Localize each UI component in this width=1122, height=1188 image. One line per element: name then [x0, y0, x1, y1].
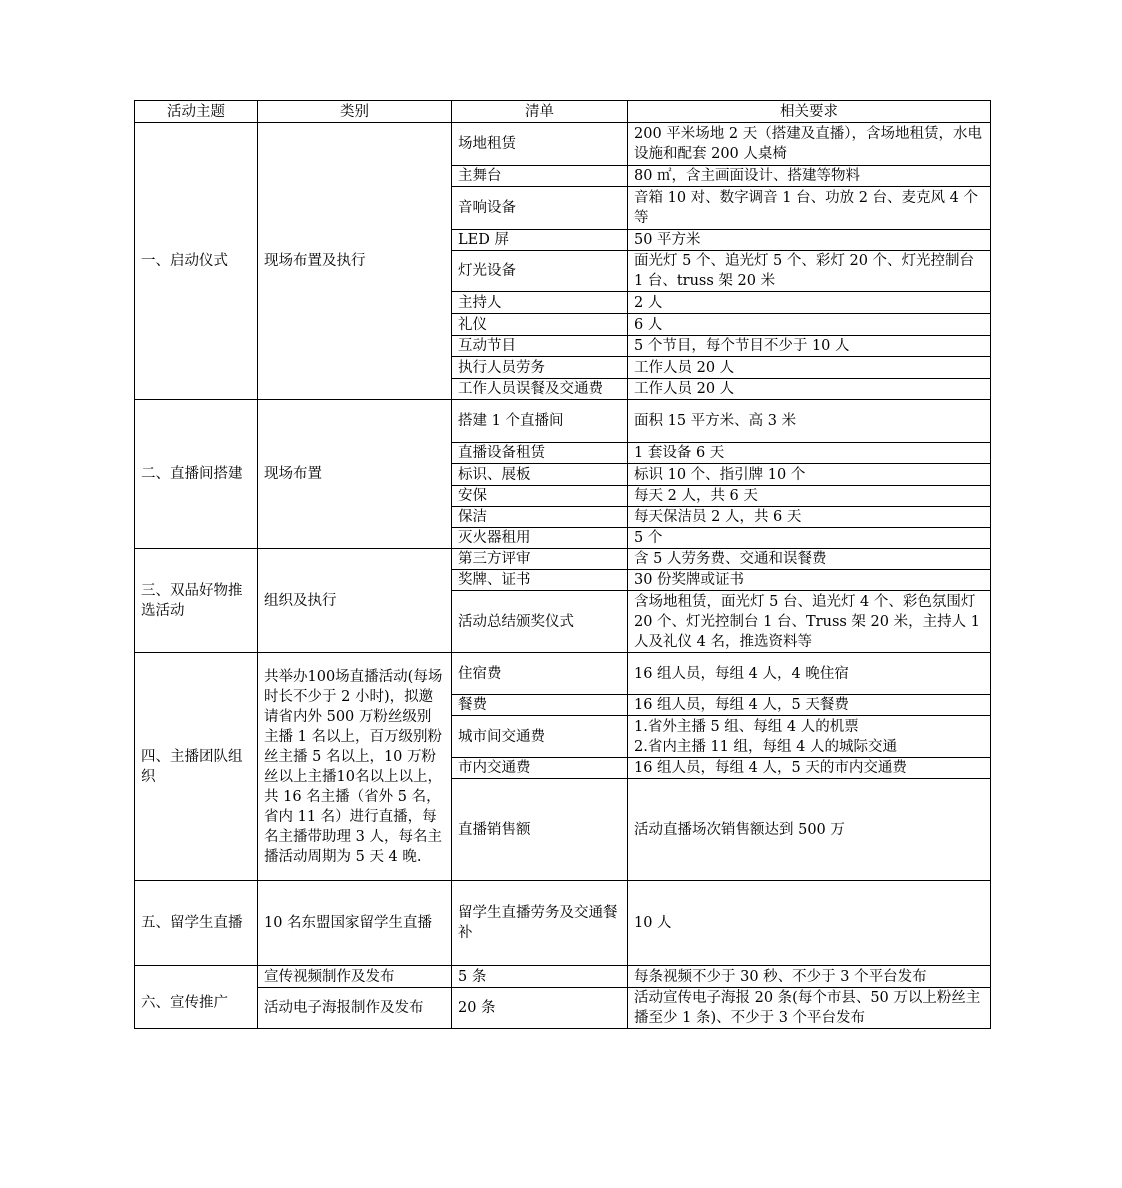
table-row	[135, 653, 991, 695]
section-theme: 六、宣传推广	[135, 966, 258, 1029]
item-name: 奖牌、证书	[452, 570, 628, 591]
item-name: 5 条	[452, 966, 628, 988]
item-requirement: 50 平方米	[628, 230, 991, 251]
item-name: 工作人员误餐及交通费	[452, 379, 628, 400]
item-name: 市内交通费	[452, 758, 628, 779]
header-list: 清单	[452, 101, 628, 123]
section-category: 现场布置及执行	[258, 123, 452, 400]
item-requirement: 活动直播场次销售额达到 500 万	[628, 779, 991, 881]
item-requirement: 工作人员 20 人	[628, 357, 991, 379]
item-requirement: 活动宣传电子海报 20 条(每个市县、50 万以上粉丝主播至少 1 条)、不少于 3 个平台发布	[628, 988, 991, 1029]
item-name: 搭建 1 个直播间	[452, 400, 628, 443]
item-name: 互动节目	[452, 336, 628, 357]
item-name: 灭火器租用	[452, 528, 628, 549]
item-requirement: 每条视频不少于 30 秒、不少于 3 个平台发布	[628, 966, 991, 988]
item-requirement: 面积 15 平方米、高 3 米	[628, 400, 991, 443]
item-requirement: 16 组人员，每组 4 人，5 天的市内交通费	[628, 758, 991, 779]
item-requirement: 1 套设备 6 天	[628, 443, 991, 464]
item-requirement: 标识 10 个、指引牌 10 个	[628, 464, 991, 486]
section-theme: 二、直播间搭建	[135, 400, 258, 549]
table-header-row	[135, 101, 991, 123]
item-name: 主舞台	[452, 166, 628, 187]
item-name: 礼仪	[452, 314, 628, 336]
section-category: 共举办100场直播活动(每场时长不少于 2 小时)，拟邀请省内外 500 万粉丝级别主播 1 名以上，百万级别粉丝主播 5 名以上，10 万粉丝以上主播10名以上以上，共 16 名主播（省外 5 名，省内 11 名）进行直播，每名主播带助理 3 人，每名主播活动周期为 5 天 4 晚.	[258, 653, 452, 881]
item-requirement: 1.省外主播 5 组、每组 4 人的机票 2.省内主播 11 组，每组 4 人的城际交通	[628, 716, 991, 758]
table-row	[135, 549, 991, 570]
item-name: 保洁	[452, 507, 628, 528]
item-requirement: 5 个	[628, 528, 991, 549]
table-row	[135, 966, 991, 988]
item-requirement: 16 组人员，每组 4 人，5 天餐费	[628, 695, 991, 716]
table-row	[135, 400, 991, 443]
section-category: 宣传视频制作及发布	[258, 966, 452, 988]
item-name: 音响设备	[452, 187, 628, 230]
item-name: 活动总结颁奖仪式	[452, 591, 628, 653]
table-row	[135, 881, 991, 966]
item-name: 标识、展板	[452, 464, 628, 486]
item-name: 安保	[452, 486, 628, 507]
budget-table	[134, 100, 991, 1029]
item-name: 住宿费	[452, 653, 628, 695]
section-category: 10 名东盟国家留学生直播	[258, 881, 452, 966]
item-requirement: 5 个节目，每个节目不少于 10 人	[628, 336, 991, 357]
item-requirement: 2 人	[628, 292, 991, 314]
item-requirement: 含 5 人劳务费、交通和误餐费	[628, 549, 991, 570]
item-requirement: 80 ㎡，含主画面设计、搭建等物料	[628, 166, 991, 187]
item-name: 城市间交通费	[452, 716, 628, 758]
item-requirement: 16 组人员，每组 4 人，4 晚住宿	[628, 653, 991, 695]
item-name: 执行人员劳务	[452, 357, 628, 379]
item-requirement: 音箱 10 对、数字调音 1 台、功放 2 台、麦克风 4 个等	[628, 187, 991, 230]
item-name: 主持人	[452, 292, 628, 314]
section-theme: 三、双品好物推选活动	[135, 549, 258, 653]
item-name: 直播设备租赁	[452, 443, 628, 464]
section-category: 活动电子海报制作及发布	[258, 988, 452, 1029]
section-theme: 五、留学生直播	[135, 881, 258, 966]
table-row	[135, 123, 991, 166]
header-theme: 活动主题	[135, 101, 258, 123]
item-name: 餐费	[452, 695, 628, 716]
section-category: 现场布置	[258, 400, 452, 549]
header-requirements: 相关要求	[628, 101, 991, 123]
item-name: LED 屏	[452, 230, 628, 251]
header-category: 类别	[258, 101, 452, 123]
item-requirement: 6 人	[628, 314, 991, 336]
table-row	[135, 988, 991, 1029]
item-name: 留学生直播劳务及交通餐补	[452, 881, 628, 966]
item-name: 第三方评审	[452, 549, 628, 570]
item-requirement: 200 平米场地 2 天（搭建及直播），含场地租赁，水电设施和配套 200 人桌椅	[628, 123, 991, 166]
item-requirement: 工作人员 20 人	[628, 379, 991, 400]
item-name: 灯光设备	[452, 251, 628, 292]
section-category: 组织及执行	[258, 549, 452, 653]
item-name: 直播销售额	[452, 779, 628, 881]
item-requirement: 含场地租赁，面光灯 5 台、追光灯 4 个、彩色氛围灯 20 个、灯光控制台 1 台、Truss 架 20 米，主持人 1 人及礼仪 4 名，推选资料等	[628, 591, 991, 653]
item-name: 20 条	[452, 988, 628, 1029]
section-theme: 一、启动仪式	[135, 123, 258, 400]
item-requirement: 10 人	[628, 881, 991, 966]
section-theme: 四、主播团队组织	[135, 653, 258, 881]
item-name: 场地租赁	[452, 123, 628, 166]
item-requirement: 每天保洁员 2 人，共 6 天	[628, 507, 991, 528]
item-requirement: 30 份奖牌或证书	[628, 570, 991, 591]
item-requirement: 面光灯 5 个、追光灯 5 个、彩灯 20 个、灯光控制台 1 台、truss 架 20 米	[628, 251, 991, 292]
item-requirement: 每天 2 人，共 6 天	[628, 486, 991, 507]
